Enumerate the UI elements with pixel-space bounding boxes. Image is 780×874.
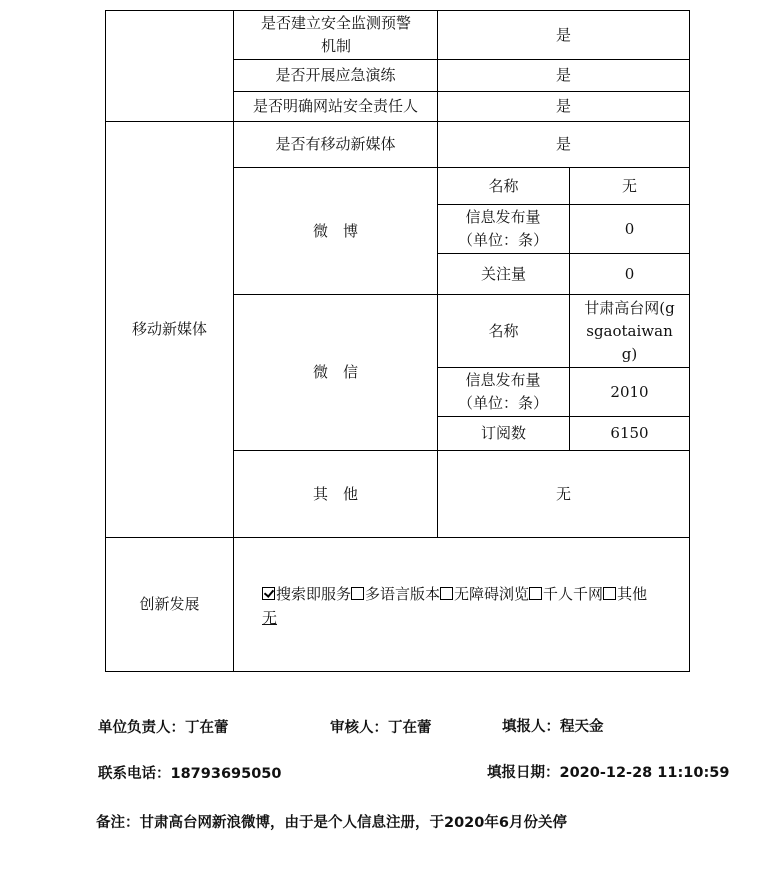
option-personalized[interactable]: 千人千网 <box>529 585 603 603</box>
option-accessibility[interactable]: 无障碍浏览 <box>440 585 529 603</box>
checkbox-icon[interactable] <box>440 587 453 600</box>
mobile-section-label: 移动新媒体 <box>131 320 207 338</box>
wechat-subs-value: 6150 <box>610 424 649 442</box>
has-mobile-label: 是否有移动新媒体 <box>275 135 396 153</box>
contact-phone: 联系电话：18793695050 <box>98 766 282 782</box>
weibo-posts-value: 0 <box>624 219 635 238</box>
drill-value: 是 <box>555 66 571 84</box>
wechat-posts-label: 信息发布量（单位：条） <box>458 371 549 412</box>
wechat-name-label: 名称 <box>488 321 519 340</box>
responsible-label: 是否明确网站安全责任人 <box>252 97 418 115</box>
unit-head: 单位负责人：丁在蕾 <box>98 720 229 736</box>
weibo-posts-label: 信息发布量（单位：条） <box>458 208 549 249</box>
option-multilingual[interactable]: 多语言版本 <box>351 585 440 603</box>
report-date: 填报日期：2020-12-28 11:10:59 <box>487 765 730 781</box>
monitor-value: 是 <box>555 25 571 44</box>
reviewer: 审核人：丁在蕾 <box>330 720 432 736</box>
checkbox-icon[interactable] <box>603 587 616 600</box>
remark: 备注：甘肃高台网新浪微博，由于是个人信息注册，于2020年6月份关停 <box>96 815 567 831</box>
wechat-name-value: 甘肃高台网(gsgaotaiwang) <box>584 298 675 363</box>
option-search-service[interactable]: 搜索即服务 <box>262 585 351 603</box>
weibo-label: 微 博 <box>312 221 358 240</box>
checkbox-icon[interactable] <box>529 587 542 600</box>
wechat-subs-label: 订阅数 <box>480 424 526 442</box>
innovation-options <box>262 582 647 630</box>
drill-label: 是否开展应急演练 <box>275 66 396 84</box>
other-label: 其 他 <box>312 484 358 503</box>
has-mobile-value: 是 <box>555 135 571 153</box>
filler: 填报人：程天金 <box>502 719 604 735</box>
checkbox-icon[interactable] <box>351 587 364 600</box>
weibo-name-label: 名称 <box>488 176 519 195</box>
weibo-followers-label: 关注量 <box>480 264 526 283</box>
weibo-followers-value: 0 <box>624 264 635 283</box>
other-value: 无 <box>555 484 571 503</box>
option-other[interactable]: 其他 <box>603 585 647 603</box>
wechat-posts-value: 2010 <box>610 382 649 401</box>
weibo-name-value: 无 <box>621 176 637 195</box>
other-text: 无 <box>262 609 278 627</box>
wechat-label: 微 信 <box>312 363 358 381</box>
checkbox-checked-icon[interactable] <box>262 587 275 600</box>
responsible-value: 是 <box>555 97 571 115</box>
innovation-label: 创新发展 <box>139 595 200 613</box>
monitor-label: 是否建立安全监测预警机制 <box>260 14 411 55</box>
